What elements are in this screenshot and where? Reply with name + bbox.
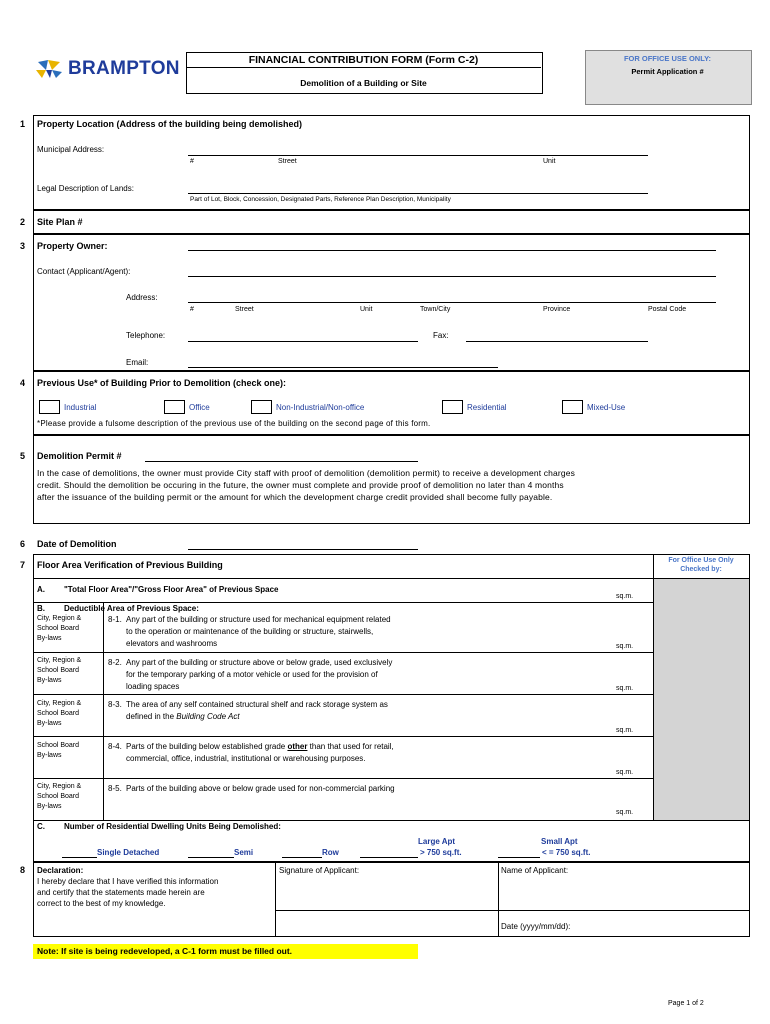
auth-8-1: School Board <box>37 625 80 632</box>
auth-8-3: City, Region & <box>37 700 82 707</box>
text-8-3: defined in the <box>126 712 177 721</box>
auth-8-2: School Board <box>37 667 80 674</box>
fax-field[interactable] <box>466 341 648 342</box>
row-a-label: A. <box>37 585 45 594</box>
section-8-number: 8 <box>20 865 26 875</box>
addr-unit-caption: Unit <box>360 306 373 313</box>
office-option-label: Office <box>189 403 210 412</box>
email-label: Email: <box>126 358 149 367</box>
auth-8-2: By-laws <box>37 677 62 684</box>
legal-description-caption: Part of Lot, Block, Concession, Designated Parts, Reference Plan Description, Municipality <box>190 196 451 203</box>
auth-8-3: School Board <box>37 710 80 717</box>
total-floor-area-label: "Total Floor Area"/"Gross Floor Area" of Previous Space <box>64 585 279 594</box>
large-apt-label: Large Apt <box>418 837 456 846</box>
residential-units-label: Number of Residential Dwelling Units Being Demolished: <box>64 822 281 831</box>
street-caption: Street <box>278 158 297 165</box>
row-count-field[interactable] <box>282 857 322 858</box>
auth-8-4: School Board <box>37 742 80 749</box>
page-number: Page 1 of 2 <box>668 1000 704 1007</box>
text-8-2: loading spaces <box>126 682 180 691</box>
addr-province-caption: Province <box>543 306 571 313</box>
addr-street-caption: Street <box>235 306 254 313</box>
deductible-area-label: Deductible Area of Previous Space: <box>64 604 199 613</box>
section-1-number: 1 <box>20 119 26 129</box>
building-code-act-ref: Building Code Act <box>176 712 240 721</box>
hash-caption: # <box>190 158 194 165</box>
contact-field[interactable] <box>188 276 716 277</box>
floor-area-title: Floor Area Verification of Previous Building <box>37 560 223 570</box>
small-apt-count-field[interactable] <box>498 857 540 858</box>
small-apt-label: Small Apt <box>541 837 578 846</box>
auth-8-1: By-laws <box>37 635 62 642</box>
sqm-unit: sq.m. <box>616 809 634 816</box>
residential-option-label: Residential <box>467 403 507 412</box>
redevelopment-note: Note: If site is being redeveloped, a C-1 form must be filled out. <box>33 944 418 959</box>
form-subtitle: Demolition of a Building or Site <box>300 78 427 88</box>
date-of-demolition-label: Date of Demolition <box>37 539 117 549</box>
address-field[interactable] <box>188 302 716 303</box>
applicant-name-label: Name of Applicant: <box>501 866 569 875</box>
large-apt-size-label: > 750 sq.ft. <box>420 848 462 857</box>
semi-label: Semi <box>234 848 254 857</box>
property-owner-field[interactable] <box>188 250 716 251</box>
declaration-text: correct to the best of my knowledge. <box>37 899 166 908</box>
section-3-number: 3 <box>20 241 26 251</box>
code-8-1: 8-1. <box>108 615 122 624</box>
address-label: Address: <box>126 293 158 302</box>
applicant-name-field[interactable] <box>499 876 749 909</box>
municipal-address-field[interactable] <box>188 155 648 156</box>
sqm-unit: sq.m. <box>616 685 634 692</box>
contact-label: Contact (Applicant/Agent): <box>37 267 131 276</box>
row-label: Row <box>322 848 339 857</box>
logo-text: BRAMPTON <box>68 58 180 79</box>
signature-label: Signature of Applicant: <box>279 866 360 875</box>
auth-8-2: City, Region & <box>37 657 82 664</box>
section-4-number: 4 <box>20 378 26 388</box>
demolition-permit-field[interactable] <box>145 461 418 462</box>
text-8-1: Any part of the building or structure used for mechanical equipment related <box>126 615 391 624</box>
declaration-text: I hereby declare that I have verified this information <box>37 877 219 886</box>
brampton-flower-icon <box>34 58 66 80</box>
office-checkbox[interactable] <box>164 400 185 414</box>
legal-description-label: Legal Description of Lands: <box>37 184 134 193</box>
permit-application-label: Permit Application # <box>631 67 704 76</box>
sqm-unit: sq.m. <box>616 769 634 776</box>
date-signed-field[interactable] <box>590 914 748 934</box>
demolition-permit-label: Demolition Permit # <box>37 451 122 461</box>
declaration-title: Declaration: <box>37 866 84 875</box>
mixed-use-checkbox[interactable] <box>562 400 583 414</box>
text-8-4: than that used for retail, <box>307 742 394 751</box>
unit-caption: Unit <box>543 158 556 165</box>
addr-postal-caption: Postal Code <box>648 306 687 313</box>
row-c-label: C. <box>37 822 45 831</box>
large-apt-count-field[interactable] <box>360 857 418 858</box>
signature-field[interactable] <box>276 876 497 909</box>
residential-checkbox[interactable] <box>442 400 463 414</box>
text-8-4-line-1 <box>126 742 394 751</box>
text-8-4: commercial, office, industrial, institutional or warehousing purposes. <box>126 754 366 763</box>
small-apt-size-label: < = 750 sq.ft. <box>542 848 591 857</box>
mixed-use-option-label: Mixed-Use <box>587 403 626 412</box>
section-1-title: Property Location (Address of the building being demolished) <box>37 119 303 129</box>
fax-label: Fax: <box>433 331 449 340</box>
industrial-checkbox[interactable] <box>39 400 60 414</box>
row-b-label: B. <box>37 604 45 613</box>
declaration-text: and certify that the statements made herein are <box>37 888 205 897</box>
sqm-unit: sq.m. <box>616 727 634 734</box>
auth-8-4: By-laws <box>37 752 62 759</box>
text-8-3-line-2 <box>126 712 240 721</box>
municipal-address-label: Municipal Address: <box>37 145 105 154</box>
date-signed-label: Date (yyyy/mm/dd): <box>501 922 571 931</box>
code-8-5: 8-5. <box>108 784 122 793</box>
single-detached-count-field[interactable] <box>62 857 97 858</box>
email-field[interactable] <box>188 367 498 368</box>
form-title: FINANCIAL CONTRIBUTION FORM (Form C-2) <box>248 54 479 66</box>
checked-by-label: Checked by: <box>680 566 722 573</box>
section-6-number: 6 <box>20 539 26 549</box>
industrial-option-label: Industrial <box>64 403 97 412</box>
site-plan-label: Site Plan # <box>37 217 83 227</box>
date-of-demolition-field[interactable] <box>188 549 418 550</box>
previous-use-note: *Please provide a fulsome description of the previous use of the building on the second page of this form. <box>37 419 431 428</box>
previous-use-title: Previous Use* of Building Prior to Demolition (check one): <box>37 378 287 388</box>
property-owner-label: Property Owner: <box>37 241 108 251</box>
auth-8-5: City, Region & <box>37 783 82 790</box>
text-8-3: The area of any self contained structural shelf and rack storage system as <box>126 700 388 709</box>
single-detached-label: Single Detached <box>97 848 160 857</box>
addr-town-caption: Town/City <box>420 306 451 313</box>
telephone-field[interactable] <box>188 341 418 342</box>
code-8-2: 8-2. <box>108 658 122 667</box>
section-2-number: 2 <box>20 217 26 227</box>
code-8-4: 8-4. <box>108 742 122 751</box>
section-5-number: 5 <box>20 451 26 461</box>
semi-count-field[interactable] <box>188 857 234 858</box>
auth-8-1: City, Region & <box>37 615 82 622</box>
legal-description-field[interactable] <box>188 193 648 194</box>
office-use-only-label: For Office Use Only <box>668 557 734 564</box>
office-use-label: FOR OFFICE USE ONLY: <box>623 54 712 63</box>
auth-8-3: By-laws <box>37 720 62 727</box>
section-2 <box>33 210 750 234</box>
demolition-paragraph-line-3: after the issuance of the building permit or the amount for which the development charge credit provided shall become fully payable. <box>37 492 553 502</box>
non-industrial-option-label: Non-Industrial/Non-office <box>276 403 365 412</box>
addr-hash-caption: # <box>190 306 194 313</box>
sqm-unit: sq.m. <box>616 593 634 600</box>
text-8-2: Any part of the building or structure above or below grade, used exclusively <box>126 658 393 667</box>
text-8-2: for the temporary parking of a motor vehicle or used for the provision of <box>126 670 378 679</box>
sqm-unit: sq.m. <box>616 643 634 650</box>
demolition-paragraph-line-1: In the case of demolitions, the owner must provide City staff with proof of demolition (demolition permit) to receive a development charges <box>37 468 576 478</box>
code-8-3: 8-3. <box>108 700 122 709</box>
auth-8-5: By-laws <box>37 803 62 810</box>
office-use-column <box>653 578 749 820</box>
section-7-number: 7 <box>20 560 26 570</box>
text-8-1: to the operation or maintenance of the building or structure, stairwells, <box>126 627 374 636</box>
auth-8-5: School Board <box>37 793 80 800</box>
text-8-5: Parts of the building above or below grade used for non-commercial parking <box>126 784 395 793</box>
text-8-1: elevators and washrooms <box>126 639 218 648</box>
other-emphasis: other <box>287 742 308 751</box>
demolition-paragraph-line-2: credit. Should the demolition be occuring in the future, the owner must complete and provide proof of demolition no later than 4 months <box>37 480 564 490</box>
non-industrial-checkbox[interactable] <box>251 400 272 414</box>
text-8-4: Parts of the building below established grade <box>126 742 288 751</box>
telephone-label: Telephone: <box>126 331 166 340</box>
